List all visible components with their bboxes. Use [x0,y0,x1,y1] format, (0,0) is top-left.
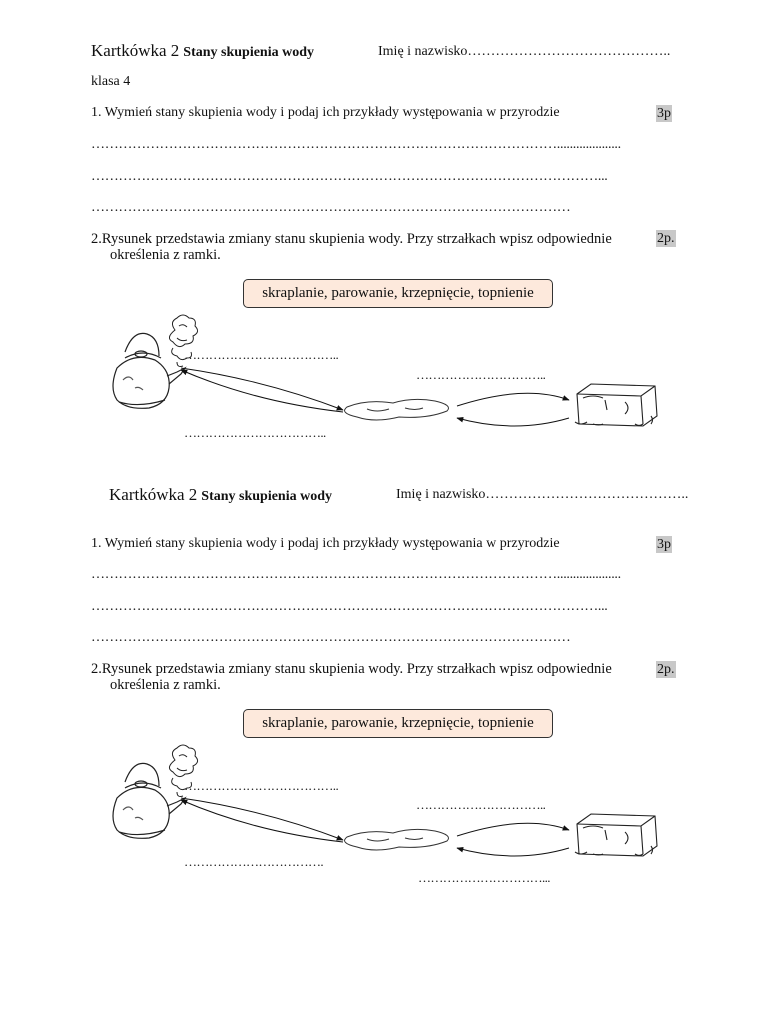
kettle-icon [113,333,185,408]
question-2-points: 2p. [657,231,675,246]
question-2-line-2: określenia z ramki. [110,247,221,263]
name-label: Imię i nazwisko [378,44,468,59]
arrow-ice-to-puddle [457,848,569,856]
answer-line-2[interactable]: …………………………………………………………………………………………………... [91,599,608,614]
arrow-kettle-to-puddle [181,798,343,840]
blank-melting[interactable]: …………………………... [418,870,550,885]
steam-icon [169,745,197,797]
blank-evaporation[interactable]: ……………………………….. [184,347,339,362]
title-text: Kartkówka 2 [109,485,198,504]
question-1-text: 1. Wymień stany skupienia wody i podaj ich przykłady występowania w przyrodzie [91,105,560,120]
name-label: Imię i nazwisko [396,487,486,502]
question-2-line-2: określenia z ramki. [110,677,221,693]
question-1-points: 3p [657,106,671,121]
title-text: Kartkówka 2 [91,41,180,60]
blank-freezing[interactable]: ………………………….. [416,367,546,382]
arrow-puddle-to-kettle [181,800,343,842]
answer-line-1[interactable]: ………………………………………………………………………………………….................... [91,567,621,582]
answer-line-3[interactable]: …………………………………………………………………………………………… [91,200,571,215]
answer-line-3[interactable]: …………………………………………………………………………………………… [91,630,571,645]
name-dots: …………………………………….. [485,487,689,502]
answer-line-2[interactable]: …………………………………………………………………………………………………... [91,169,608,184]
name-dots: …………………………………….. [467,44,671,59]
ice-cube-icon [575,814,657,856]
sheet-title [91,41,314,61]
name-field[interactable] [378,44,670,60]
blank-freezing[interactable]: ………………………….. [416,797,546,812]
water-cycle-diagram [105,310,665,440]
class-label: klasa 4 [91,74,131,89]
blank-condensation[interactable]: …………………………….. [184,425,326,440]
kettle-icon [113,763,185,838]
question-1-points: 3p [657,537,671,552]
question-2-line-1: 2.Rysunek przedstawia zmiany stanu skupienia wody. Przy strzałkach wpisz odpowiednie [91,231,612,247]
arrow-kettle-to-puddle [181,368,343,410]
arrow-puddle-to-ice [457,393,569,406]
steam-icon [169,315,197,367]
blank-evaporation[interactable]: ……………………………….. [184,778,339,793]
subtitle-text: Stany skupienia wody [183,45,314,60]
word-box: skraplanie, parowanie, krzepnięcie, topnienie [243,709,553,738]
arrow-puddle-to-kettle [181,370,343,412]
answer-line-1[interactable]: ………………………………………………………………………………………….................... [91,137,621,152]
sheet-title [109,485,332,505]
name-field[interactable] [396,487,688,503]
subtitle-text: Stany skupienia wody [201,489,332,504]
question-1-text: 1. Wymień stany skupienia wody i podaj ich przykłady występowania w przyrodzie [91,536,560,551]
water-cycle-diagram [105,740,665,870]
blank-condensation[interactable]: ……………………………. [184,854,324,869]
question-2-line-1: 2.Rysunek przedstawia zmiany stanu skupienia wody. Przy strzałkach wpisz odpowiednie [91,661,612,677]
ice-cube-icon [575,384,657,426]
puddle-icon [345,399,449,420]
arrow-puddle-to-ice [457,823,569,836]
puddle-icon [345,829,449,850]
arrow-ice-to-puddle [457,418,569,426]
question-2-points: 2p. [657,662,675,677]
word-box: skraplanie, parowanie, krzepnięcie, topnienie [243,279,553,308]
